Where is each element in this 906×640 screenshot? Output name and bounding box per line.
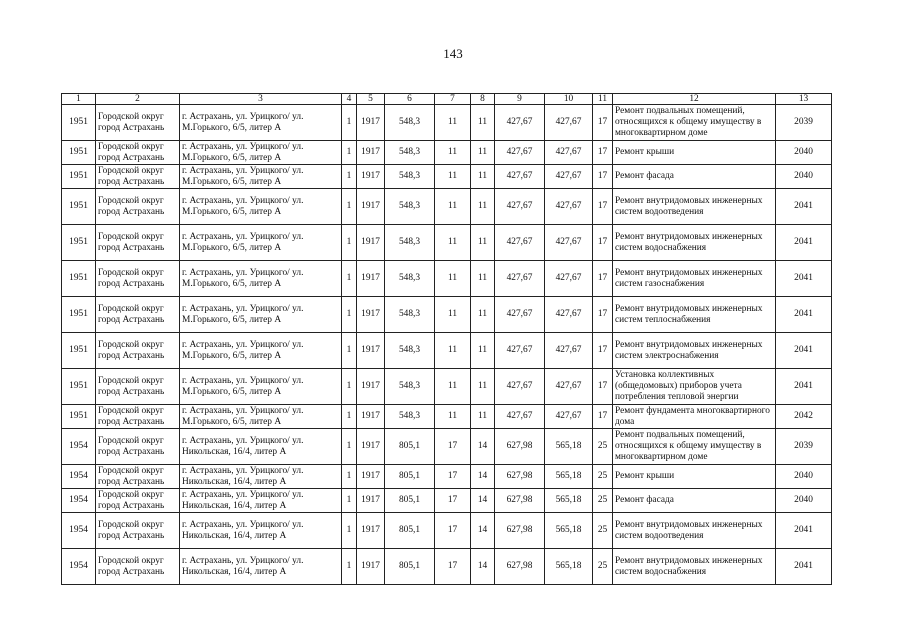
col7-cell: 11: [435, 333, 471, 369]
plan-year-cell: 2041: [776, 369, 832, 405]
municipality-cell: Городской округ город Астрахань: [96, 105, 180, 141]
work-type-cell: Ремонт фасада: [613, 165, 776, 189]
col10-cell: 427,67: [545, 297, 593, 333]
work-type-cell: Ремонт крыши: [613, 465, 776, 489]
col4-cell: 1: [342, 513, 357, 549]
municipality-cell: Городской округ город Астрахань: [96, 225, 180, 261]
table-row: [62, 189, 832, 225]
col7-cell: 17: [435, 465, 471, 489]
col4-cell: 1: [342, 405, 357, 429]
col9-cell: 427,67: [495, 141, 545, 165]
col10-cell: 565,18: [545, 465, 593, 489]
work-type-cell: Ремонт внутридомовых инженерных систем водоотведения: [613, 189, 776, 225]
col10-cell: 427,67: [545, 333, 593, 369]
table-row: [62, 405, 832, 429]
col11-cell: 17: [593, 297, 613, 333]
address-cell: г. Астрахань, ул. Урицкого/ ул. Никольская, 16/4, литер А: [180, 549, 342, 585]
region-code-cell: 1951: [62, 333, 96, 369]
col7-cell: 11: [435, 261, 471, 297]
capital-repair-table: [61, 93, 832, 585]
area-cell: 548,3: [385, 225, 435, 261]
col11-cell: 25: [593, 465, 613, 489]
address-cell: г. Астрахань, ул. Урицкого/ ул. М.Горького, 6/5, литер А: [180, 333, 342, 369]
plan-year-cell: 2042: [776, 405, 832, 429]
col4-cell: 1: [342, 141, 357, 165]
col11-cell: 17: [593, 165, 613, 189]
col7-cell: 11: [435, 189, 471, 225]
area-cell: 805,1: [385, 513, 435, 549]
col8-cell: 14: [471, 489, 495, 513]
column-header: 5: [357, 94, 385, 105]
col9-cell: 427,67: [495, 369, 545, 405]
col4-cell: 1: [342, 225, 357, 261]
col10-cell: 427,67: [545, 369, 593, 405]
col4-cell: 1: [342, 105, 357, 141]
plan-year-cell: 2040: [776, 165, 832, 189]
year-cell: 1917: [357, 189, 385, 225]
plan-year-cell: 2039: [776, 429, 832, 465]
address-cell: г. Астрахань, ул. Урицкого/ ул. М.Горького, 6/5, литер А: [180, 165, 342, 189]
plan-year-cell: 2041: [776, 261, 832, 297]
col4-cell: 1: [342, 165, 357, 189]
col11-cell: 25: [593, 429, 613, 465]
year-cell: 1917: [357, 165, 385, 189]
col10-cell: 427,67: [545, 141, 593, 165]
col10-cell: 427,67: [545, 165, 593, 189]
col8-cell: 14: [471, 513, 495, 549]
plan-year-cell: 2041: [776, 297, 832, 333]
year-cell: 1917: [357, 105, 385, 141]
col11-cell: 17: [593, 105, 613, 141]
col11-cell: 17: [593, 225, 613, 261]
municipality-cell: Городской округ город Астрахань: [96, 489, 180, 513]
col4-cell: 1: [342, 549, 357, 585]
col9-cell: 427,67: [495, 189, 545, 225]
column-header: 1: [62, 94, 96, 105]
col10-cell: 427,67: [545, 261, 593, 297]
plan-year-cell: 2041: [776, 333, 832, 369]
col4-cell: 1: [342, 333, 357, 369]
year-cell: 1917: [357, 489, 385, 513]
table-row: [62, 429, 832, 465]
region-code-cell: 1951: [62, 141, 96, 165]
col8-cell: 14: [471, 465, 495, 489]
region-code-cell: 1951: [62, 165, 96, 189]
col9-cell: 627,98: [495, 465, 545, 489]
work-type-cell: Ремонт фундамента многоквартирного дома: [613, 405, 776, 429]
address-cell: г. Астрахань, ул. Урицкого/ ул. Никольская, 16/4, литер А: [180, 513, 342, 549]
page-number: 143: [443, 46, 463, 61]
region-code-cell: 1951: [62, 369, 96, 405]
column-header: 8: [471, 94, 495, 105]
region-code-cell: 1951: [62, 189, 96, 225]
col8-cell: 11: [471, 165, 495, 189]
address-cell: г. Астрахань, ул. Урицкого/ ул. Никольская, 16/4, литер А: [180, 429, 342, 465]
col7-cell: 11: [435, 225, 471, 261]
area-cell: 548,3: [385, 405, 435, 429]
work-type-cell: Ремонт внутридомовых инженерных систем электроснабжения: [613, 333, 776, 369]
col7-cell: 17: [435, 549, 471, 585]
table-body: [62, 94, 832, 585]
plan-year-cell: 2041: [776, 549, 832, 585]
municipality-cell: Городской округ город Астрахань: [96, 549, 180, 585]
col9-cell: 427,67: [495, 105, 545, 141]
address-cell: г. Астрахань, ул. Урицкого/ ул. М.Горького, 6/5, литер А: [180, 261, 342, 297]
area-cell: 548,3: [385, 369, 435, 405]
col10-cell: 565,18: [545, 489, 593, 513]
year-cell: 1917: [357, 549, 385, 585]
col8-cell: 11: [471, 333, 495, 369]
column-header: 12: [613, 94, 776, 105]
column-header: 4: [342, 94, 357, 105]
address-cell: г. Астрахань, ул. Урицкого/ ул. Никольская, 16/4, литер А: [180, 489, 342, 513]
col10-cell: 427,67: [545, 189, 593, 225]
col4-cell: 1: [342, 297, 357, 333]
column-header: 10: [545, 94, 593, 105]
work-type-cell: Ремонт подвальных помещений, относящихся к общему имуществу в многоквартирном доме: [613, 105, 776, 141]
col8-cell: 11: [471, 105, 495, 141]
region-code-cell: 1954: [62, 489, 96, 513]
table-row: [62, 225, 832, 261]
col8-cell: 14: [471, 549, 495, 585]
col11-cell: 25: [593, 549, 613, 585]
region-code-cell: 1951: [62, 405, 96, 429]
region-code-cell: 1951: [62, 297, 96, 333]
area-cell: 805,1: [385, 489, 435, 513]
col7-cell: 11: [435, 297, 471, 333]
col7-cell: 17: [435, 429, 471, 465]
year-cell: 1917: [357, 369, 385, 405]
area-cell: 805,1: [385, 429, 435, 465]
col8-cell: 11: [471, 189, 495, 225]
plan-year-cell: 2041: [776, 189, 832, 225]
municipality-cell: Городской округ город Астрахань: [96, 369, 180, 405]
col9-cell: 427,67: [495, 165, 545, 189]
work-type-cell: Ремонт фасада: [613, 489, 776, 513]
region-code-cell: 1954: [62, 429, 96, 465]
col4-cell: 1: [342, 465, 357, 489]
municipality-cell: Городской округ город Астрахань: [96, 261, 180, 297]
col9-cell: 427,67: [495, 261, 545, 297]
area-cell: 548,3: [385, 105, 435, 141]
col8-cell: 11: [471, 369, 495, 405]
year-cell: 1917: [357, 333, 385, 369]
col7-cell: 17: [435, 489, 471, 513]
col10-cell: 565,18: [545, 549, 593, 585]
region-code-cell: 1951: [62, 225, 96, 261]
address-cell: г. Астрахань, ул. Урицкого/ ул. М.Горького, 6/5, литер А: [180, 297, 342, 333]
area-cell: 805,1: [385, 549, 435, 585]
col8-cell: 11: [471, 141, 495, 165]
column-header: 2: [96, 94, 180, 105]
table-row: [62, 261, 832, 297]
work-type-cell: Ремонт внутридомовых инженерных систем теплоснабжения: [613, 297, 776, 333]
table-row: [62, 513, 832, 549]
col7-cell: 17: [435, 513, 471, 549]
year-cell: 1917: [357, 513, 385, 549]
col11-cell: 17: [593, 333, 613, 369]
col8-cell: 11: [471, 405, 495, 429]
year-cell: 1917: [357, 465, 385, 489]
work-type-cell: Ремонт внутридомовых инженерных систем водоснабжения: [613, 549, 776, 585]
area-cell: 548,3: [385, 165, 435, 189]
column-header: 3: [180, 94, 342, 105]
address-cell: г. Астрахань, ул. Урицкого/ ул. М.Горького, 6/5, литер А: [180, 189, 342, 225]
area-cell: 548,3: [385, 189, 435, 225]
col4-cell: 1: [342, 489, 357, 513]
municipality-cell: Городской округ город Астрахань: [96, 297, 180, 333]
region-code-cell: 1954: [62, 549, 96, 585]
work-type-cell: Установка коллективных (общедомовых) приборов учета потребления тепловой энергии: [613, 369, 776, 405]
plan-year-cell: 2041: [776, 513, 832, 549]
col11-cell: 17: [593, 189, 613, 225]
table-row: [62, 333, 832, 369]
work-type-cell: Ремонт подвальных помещений, относящихся к общему имуществу в многоквартирном доме: [613, 429, 776, 465]
col9-cell: 627,98: [495, 513, 545, 549]
area-cell: 548,3: [385, 333, 435, 369]
col11-cell: 17: [593, 369, 613, 405]
col4-cell: 1: [342, 189, 357, 225]
address-cell: г. Астрахань, ул. Урицкого/ ул. М.Горького, 6/5, литер А: [180, 105, 342, 141]
plan-year-cell: 2039: [776, 105, 832, 141]
col11-cell: 25: [593, 489, 613, 513]
col10-cell: 565,18: [545, 429, 593, 465]
year-cell: 1917: [357, 297, 385, 333]
municipality-cell: Городской округ город Астрахань: [96, 333, 180, 369]
area-cell: 548,3: [385, 141, 435, 165]
table-row: [62, 489, 832, 513]
work-type-cell: Ремонт крыши: [613, 141, 776, 165]
col10-cell: 427,67: [545, 405, 593, 429]
municipality-cell: Городской округ город Астрахань: [96, 189, 180, 225]
work-type-cell: Ремонт внутридомовых инженерных систем водоотведения: [613, 513, 776, 549]
col4-cell: 1: [342, 261, 357, 297]
col9-cell: 427,67: [495, 333, 545, 369]
area-cell: 548,3: [385, 261, 435, 297]
work-type-cell: Ремонт внутридомовых инженерных систем газоснабжения: [613, 261, 776, 297]
col8-cell: 11: [471, 225, 495, 261]
municipality-cell: Городской округ город Астрахань: [96, 429, 180, 465]
col4-cell: 1: [342, 429, 357, 465]
address-cell: г. Астрахань, ул. Урицкого/ ул. М.Горького, 6/5, литер А: [180, 405, 342, 429]
col11-cell: 17: [593, 141, 613, 165]
col11-cell: 17: [593, 405, 613, 429]
col9-cell: 427,67: [495, 405, 545, 429]
column-header: 9: [495, 94, 545, 105]
col9-cell: 627,98: [495, 429, 545, 465]
col7-cell: 11: [435, 141, 471, 165]
region-code-cell: 1951: [62, 261, 96, 297]
column-header: 6: [385, 94, 435, 105]
region-code-cell: 1951: [62, 105, 96, 141]
plan-year-cell: 2040: [776, 141, 832, 165]
year-cell: 1917: [357, 225, 385, 261]
municipality-cell: Городской округ город Астрахань: [96, 465, 180, 489]
col8-cell: 14: [471, 429, 495, 465]
year-cell: 1917: [357, 405, 385, 429]
table-row: [62, 141, 832, 165]
col9-cell: 427,67: [495, 297, 545, 333]
region-code-cell: 1954: [62, 513, 96, 549]
municipality-cell: Городской округ город Астрахань: [96, 405, 180, 429]
table-row: [62, 105, 832, 141]
col7-cell: 11: [435, 369, 471, 405]
col7-cell: 11: [435, 105, 471, 141]
col11-cell: 25: [593, 513, 613, 549]
address-cell: г. Астрахань, ул. Урицкого/ ул. М.Горького, 6/5, литер А: [180, 225, 342, 261]
col4-cell: 1: [342, 369, 357, 405]
col10-cell: 427,67: [545, 225, 593, 261]
col11-cell: 17: [593, 261, 613, 297]
work-type-cell: Ремонт внутридомовых инженерных систем водоснабжения: [613, 225, 776, 261]
plan-year-cell: 2040: [776, 489, 832, 513]
col8-cell: 11: [471, 261, 495, 297]
region-code-cell: 1954: [62, 465, 96, 489]
col8-cell: 11: [471, 297, 495, 333]
plan-year-cell: 2041: [776, 225, 832, 261]
column-header: 13: [776, 94, 832, 105]
table-row: [62, 465, 832, 489]
col9-cell: 427,67: [495, 225, 545, 261]
plan-year-cell: 2040: [776, 465, 832, 489]
column-header: 11: [593, 94, 613, 105]
year-cell: 1917: [357, 261, 385, 297]
table-row: [62, 297, 832, 333]
col10-cell: 565,18: [545, 513, 593, 549]
year-cell: 1917: [357, 141, 385, 165]
address-cell: г. Астрахань, ул. Урицкого/ ул. Никольская, 16/4, литер А: [180, 465, 342, 489]
municipality-cell: Городской округ город Астрахань: [96, 141, 180, 165]
table-row: [62, 549, 832, 585]
col7-cell: 11: [435, 165, 471, 189]
year-cell: 1917: [357, 429, 385, 465]
address-cell: г. Астрахань, ул. Урицкого/ ул. М.Горького, 6/5, литер А: [180, 369, 342, 405]
column-number-row: [62, 94, 832, 105]
column-header: 7: [435, 94, 471, 105]
col7-cell: 11: [435, 405, 471, 429]
address-cell: г. Астрахань, ул. Урицкого/ ул. М.Горького, 6/5, литер А: [180, 141, 342, 165]
area-cell: 548,3: [385, 297, 435, 333]
municipality-cell: Городской округ город Астрахань: [96, 165, 180, 189]
table-row: [62, 369, 832, 405]
table-row: [62, 165, 832, 189]
col10-cell: 427,67: [545, 105, 593, 141]
area-cell: 805,1: [385, 465, 435, 489]
col9-cell: 627,98: [495, 489, 545, 513]
col9-cell: 627,98: [495, 549, 545, 585]
municipality-cell: Городской округ город Астрахань: [96, 513, 180, 549]
